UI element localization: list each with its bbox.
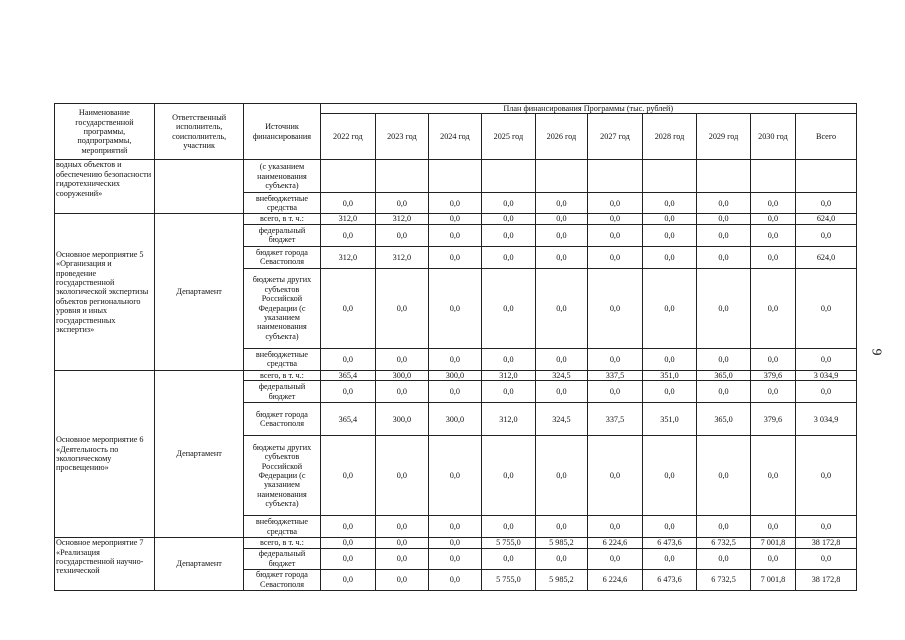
- value-cell: 0,0: [588, 268, 643, 348]
- value-cell: 5 755,0: [482, 569, 536, 590]
- source-label: федеральный бюджет: [244, 548, 320, 569]
- value-cell: 0,0: [642, 348, 697, 370]
- value-cell: 7 001,8: [750, 538, 795, 548]
- responsible-cell: Департамент: [154, 538, 244, 590]
- value-cell: 0,0: [428, 348, 482, 370]
- responsible-cell: [154, 160, 244, 214]
- source-label: всего, в т. ч.:: [244, 370, 320, 380]
- value-cell: 0,0: [642, 214, 697, 224]
- value-cell: 324,5: [535, 370, 588, 380]
- value-cell: 0,0: [697, 381, 751, 403]
- value-cell: 0,0: [376, 224, 429, 246]
- value-cell: 0,0: [535, 224, 588, 246]
- value-cell: 0,0: [428, 381, 482, 403]
- source-label: бюджет города Севастополя: [244, 246, 320, 268]
- value-cell: 0,0: [535, 436, 588, 516]
- value-cell: 0,0: [697, 436, 751, 516]
- value-cell: 0,0: [588, 381, 643, 403]
- value-cell: 0,0: [697, 193, 751, 214]
- header-total: Всего: [796, 114, 857, 160]
- value-cell: 312,0: [482, 403, 536, 436]
- value-cell: 0,0: [750, 381, 795, 403]
- value-cell: 0,0: [535, 246, 588, 268]
- value-cell: 0,0: [482, 436, 536, 516]
- value-cell: 0,0: [482, 268, 536, 348]
- value-cell: 6 224,6: [588, 538, 643, 548]
- value-cell: 0,0: [642, 381, 697, 403]
- value-cell: 0,0: [376, 548, 429, 569]
- value-total-cell: 0,0: [796, 193, 857, 214]
- source-label: всего, в т. ч.:: [244, 214, 320, 224]
- table-row: [55, 214, 857, 224]
- value-cell: 312,0: [320, 246, 376, 268]
- value-cell: 0,0: [320, 348, 376, 370]
- value-cell: 365,4: [320, 403, 376, 436]
- value-total-cell: 38 172,8: [796, 569, 857, 590]
- value-total-cell: 0,0: [796, 224, 857, 246]
- value-cell: 0,0: [588, 516, 643, 538]
- value-cell: 0,0: [428, 436, 482, 516]
- value-cell: 0,0: [482, 381, 536, 403]
- value-cell: 0,0: [428, 268, 482, 348]
- value-cell: 5 755,0: [482, 538, 536, 548]
- value-cell: 300,0: [376, 403, 429, 436]
- value-cell: 0,0: [428, 193, 482, 214]
- value-cell: 0,0: [320, 538, 376, 548]
- value-cell: 0,0: [535, 348, 588, 370]
- value-cell: 6 224,6: [588, 569, 643, 590]
- value-cell: 0,0: [697, 348, 751, 370]
- value-cell: 0,0: [588, 193, 643, 214]
- value-cell: 0,0: [320, 381, 376, 403]
- value-cell: 0,0: [750, 436, 795, 516]
- value-cell: 0,0: [428, 246, 482, 268]
- value-cell: 0,0: [482, 348, 536, 370]
- value-cell: 0,0: [482, 224, 536, 246]
- source-label: (с указанием наименования субъекта): [244, 160, 320, 193]
- source-label: внебюджетные средства: [244, 348, 320, 370]
- value-cell: 365,4: [320, 370, 376, 380]
- value-cell: 365,0: [697, 403, 751, 436]
- header-year: 2022 год: [320, 114, 376, 160]
- value-cell: 0,0: [428, 224, 482, 246]
- value-cell: 0,0: [588, 436, 643, 516]
- value-cell: 312,0: [376, 246, 429, 268]
- source-label: внебюджетные средства: [244, 516, 320, 538]
- header-year: 2027 год: [588, 114, 643, 160]
- value-cell: 0,0: [588, 214, 643, 224]
- value-cell: 379,6: [750, 370, 795, 380]
- value-cell: 0,0: [697, 548, 751, 569]
- value-cell: 0,0: [642, 224, 697, 246]
- value-cell: 0,0: [320, 548, 376, 569]
- value-cell: 6 732,5: [697, 569, 751, 590]
- value-cell: 0,0: [642, 246, 697, 268]
- financing-table: [54, 103, 857, 591]
- value-cell: 337,5: [588, 403, 643, 436]
- value-cell: 0,0: [535, 548, 588, 569]
- value-cell: 312,0: [376, 214, 429, 224]
- value-cell: 365,0: [697, 370, 751, 380]
- value-cell: 300,0: [428, 370, 482, 380]
- header-year: 2030 год: [750, 114, 795, 160]
- source-label: бюджет города Севастополя: [244, 569, 320, 590]
- value-cell: 0,0: [750, 516, 795, 538]
- page-number: 9: [868, 348, 884, 356]
- value-cell: 0,0: [482, 246, 536, 268]
- value-total-cell: 0,0: [796, 348, 857, 370]
- value-cell: 0,0: [482, 214, 536, 224]
- value-cell: 0,0: [750, 193, 795, 214]
- value-cell: 0,0: [320, 569, 376, 590]
- value-cell: 379,6: [750, 403, 795, 436]
- value-cell: 0,0: [376, 268, 429, 348]
- source-label: всего, в т. ч.:: [244, 538, 320, 548]
- value-cell: 0,0: [697, 224, 751, 246]
- value-cell: 300,0: [376, 370, 429, 380]
- header-year: 2024 год: [428, 114, 482, 160]
- value-cell: 0,0: [588, 348, 643, 370]
- table-row: [55, 538, 857, 548]
- responsible-cell: Департамент: [154, 214, 244, 370]
- value-total-cell: 0,0: [796, 436, 857, 516]
- value-cell: 337,5: [588, 370, 643, 380]
- value-cell: 312,0: [482, 370, 536, 380]
- source-label: бюджет города Севастополя: [244, 403, 320, 436]
- source-label: бюджеты других субъектов Российской Федерации (с указанием наименования субъекта): [244, 436, 320, 516]
- value-total-cell: 0,0: [796, 381, 857, 403]
- value-cell: 0,0: [320, 516, 376, 538]
- value-cell: 0,0: [376, 348, 429, 370]
- value-cell: 0,0: [642, 548, 697, 569]
- value-cell: 0,0: [428, 538, 482, 548]
- header-year: 2029 год: [697, 114, 751, 160]
- value-cell: 0,0: [428, 569, 482, 590]
- value-cell: 0,0: [697, 214, 751, 224]
- value-cell: 0,0: [320, 193, 376, 214]
- value-cell: 0,0: [588, 224, 643, 246]
- value-total-cell: 38 172,8: [796, 538, 857, 548]
- value-cell: 0,0: [376, 436, 429, 516]
- value-cell: 0,0: [697, 268, 751, 348]
- event-name: водных объектов и обеспечению безопасности гидротехнических сооружений»: [55, 160, 155, 214]
- value-cell: 5 985,2: [535, 569, 588, 590]
- header-plan-title: План финансирования Программы (тыс. рублей): [320, 104, 856, 114]
- value-cell: 0,0: [320, 436, 376, 516]
- table-row: [55, 370, 857, 380]
- value-total-cell: 3 034,9: [796, 370, 857, 380]
- value-cell: 0,0: [750, 348, 795, 370]
- value-cell: 0,0: [535, 516, 588, 538]
- value-cell: 0,0: [535, 214, 588, 224]
- value-cell: 0,0: [376, 193, 429, 214]
- value-total-cell: 624,0: [796, 214, 857, 224]
- value-cell: 0,0: [482, 516, 536, 538]
- value-cell: 324,5: [535, 403, 588, 436]
- value-cell: 0,0: [376, 538, 429, 548]
- table-row: [55, 160, 857, 193]
- value-cell: 0,0: [320, 224, 376, 246]
- value-cell: 0,0: [588, 548, 643, 569]
- responsible-cell: Департамент: [154, 370, 244, 537]
- value-cell: 6 473,6: [642, 538, 697, 548]
- source-label: бюджеты других субъектов Российской Федерации (с указанием наименования субъекта): [244, 268, 320, 348]
- value-cell: 0,0: [482, 193, 536, 214]
- value-cell: 351,0: [642, 403, 697, 436]
- value-cell: 0,0: [376, 569, 429, 590]
- header-year: 2025 год: [482, 114, 536, 160]
- source-label: федеральный бюджет: [244, 224, 320, 246]
- value-cell: 0,0: [376, 516, 429, 538]
- value-cell: 0,0: [535, 193, 588, 214]
- value-cell: 0,0: [376, 381, 429, 403]
- value-cell: 0,0: [428, 548, 482, 569]
- value-cell: 0,0: [750, 214, 795, 224]
- header-year: 2028 год: [642, 114, 697, 160]
- event-name: Основное мероприятие 6 «Деятельность по экологическому просвещению»: [55, 370, 155, 537]
- value-cell: 0,0: [642, 268, 697, 348]
- event-name: Основное мероприятие 5 «Организация и проведение государственной экологической экспертизы объектов регионального уровня и иных государственных экспертиз»: [55, 214, 155, 370]
- value-cell: 0,0: [428, 214, 482, 224]
- value-cell: 312,0: [320, 214, 376, 224]
- value-cell: 0,0: [642, 193, 697, 214]
- event-name: Основное мероприятие 7 «Реализация государственной научно-технической: [55, 538, 155, 590]
- value-total-cell: 3 034,9: [796, 403, 857, 436]
- value-cell: 351,0: [642, 370, 697, 380]
- value-cell: 6 732,5: [697, 538, 751, 548]
- value-total-cell: 0,0: [796, 268, 857, 348]
- value-cell: 0,0: [750, 548, 795, 569]
- value-cell: 300,0: [428, 403, 482, 436]
- header-responsible: Ответственный исполнитель, соисполнитель, участник: [154, 104, 244, 160]
- value-cell: 7 001,8: [750, 569, 795, 590]
- value-total-cell: 624,0: [796, 246, 857, 268]
- header-source: Источник финансирования: [244, 104, 320, 160]
- value-cell: 0,0: [642, 516, 697, 538]
- value-cell: 0,0: [535, 268, 588, 348]
- value-cell: 0,0: [750, 268, 795, 348]
- value-cell: 0,0: [697, 246, 751, 268]
- value-total-cell: 0,0: [796, 516, 857, 538]
- header-year: 2023 год: [376, 114, 429, 160]
- value-cell: 0,0: [320, 268, 376, 348]
- value-cell: 0,0: [750, 246, 795, 268]
- value-total-cell: 0,0: [796, 548, 857, 569]
- header-year: 2026 год: [535, 114, 588, 160]
- value-cell: 0,0: [535, 381, 588, 403]
- value-cell: 0,0: [588, 246, 643, 268]
- source-label: федеральный бюджет: [244, 381, 320, 403]
- source-label: внебюджетные средства: [244, 193, 320, 214]
- header-name: Наименование государственной программы, подпрограммы, мероприятий: [55, 104, 155, 160]
- value-cell: 0,0: [697, 516, 751, 538]
- value-cell: 6 473,6: [642, 569, 697, 590]
- value-cell: 0,0: [642, 436, 697, 516]
- value-cell: 0,0: [482, 548, 536, 569]
- value-cell: 5 985,2: [535, 538, 588, 548]
- value-cell: 0,0: [428, 516, 482, 538]
- value-cell: 0,0: [750, 224, 795, 246]
